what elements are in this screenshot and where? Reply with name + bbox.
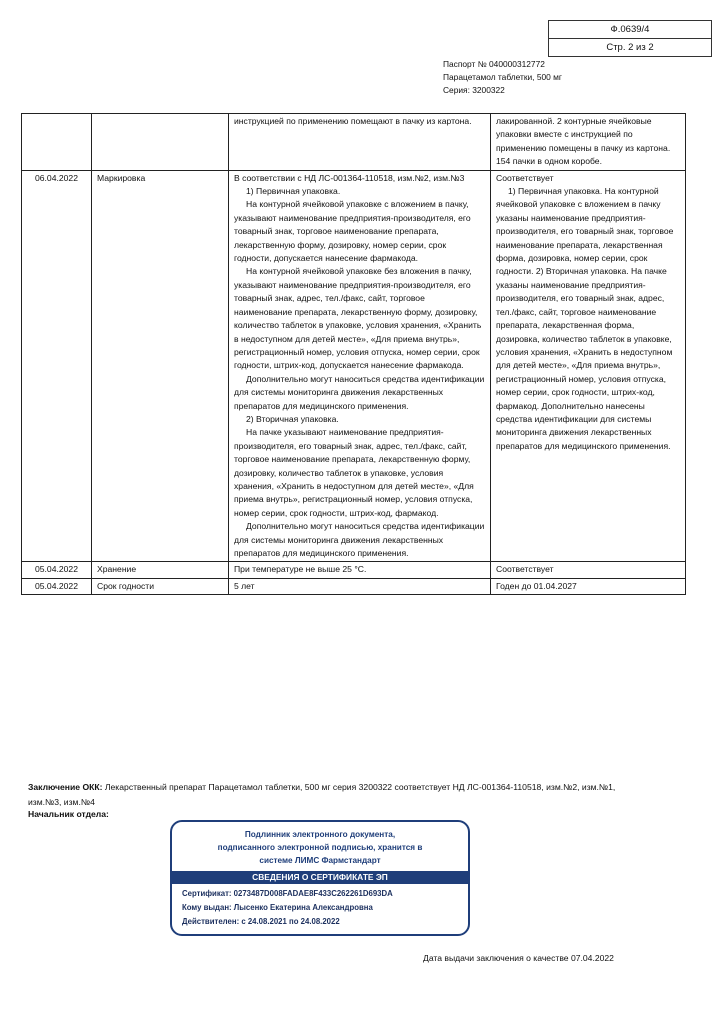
- spec-paragraph: В соответствии с НД ЛС-001364-110518, изм.№2, изм.№3: [234, 172, 465, 183]
- conclusion-label: Заключение ОКК:: [28, 782, 103, 792]
- certificate-number: Сертификат: 0273487D008FADAE8F433C262261D693DA: [182, 889, 393, 898]
- spec-cell: При температуре не выше 25 °С.: [229, 562, 491, 578]
- stamp-line: Подлинник электронного документа,: [244, 830, 396, 839]
- product-name: Парацетамол таблетки, 500 мг: [443, 72, 562, 82]
- electronic-signature-stamp: [170, 820, 470, 936]
- date-cell: [22, 114, 92, 171]
- table-row: [22, 562, 686, 578]
- table-row: [22, 578, 686, 594]
- spec-paragraph: На контурной ячейковой упаковке без вложения в пачку, указывают наименование предприятия-производителя, его товарный знак, адрес, тел./факс, сайт, торговое наименование препарата, лекарственную форму, дозировку, количество таблеток в упаковке, условия хранения, «Хранить в недоступном для детей месте», «Для приема внутрь», регистрационный номер, условия отпуска, номер серии, срок годности, штрих-код, допускается нанесение фармакода.: [234, 266, 482, 371]
- passport-number: Паспорт № 040000312772: [443, 59, 545, 69]
- spec-paragraph: 2) Вторичная упаковка.: [246, 413, 339, 424]
- series-number: Серия: 3200322: [443, 85, 505, 95]
- name-cell: Маркировка: [92, 170, 229, 562]
- certificate-validity: Действителен: с 24.08.2021 по 24.08.2022: [182, 917, 340, 926]
- spec-cell: инструкцией по применению помещают в пачку из картона.: [229, 114, 491, 171]
- conclusion-text: Лекарственный препарат Парацетамол таблетки, 500 мг серия 3200322 соответствует НД ЛС-001364-110518, изм.№2, изм.№1, изм.№3, изм.№4: [28, 782, 616, 807]
- quality-table: [21, 113, 686, 595]
- passport-header: [443, 58, 562, 97]
- spec-paragraph: На пачке указывают наименование предприятия-производителя, его товарный знак, адрес, тел./факс, сайт, торговое наименование препарата, лекарственную форму, дозировку, количество таблеток в упаковке, условия хранения, «Хранить в недоступном для детей месте», «Для приема внутрь», регистрационный номер, условия отпуска, номер серии, срок годности, штрих-код, фармакод.: [234, 427, 474, 518]
- name-cell: [92, 114, 229, 171]
- form-number-box: [548, 20, 712, 57]
- date-cell: 05.04.2022: [22, 578, 92, 594]
- table-row: [22, 170, 686, 562]
- date-cell: 05.04.2022: [22, 562, 92, 578]
- result-cell: Соответствует: [491, 562, 686, 578]
- certificate-header: СВЕДЕНИЯ О СЕРТИФИКАТЕ ЭП: [172, 871, 468, 884]
- spec-paragraph: Дополнительно могут наноситься средства идентификации для системы мониторинга движения лекарственных препаратов для медицинского применения.: [234, 373, 485, 411]
- stamp-line: подписанного электронной подписью, хранится в: [217, 843, 423, 852]
- name-cell: Срок годности: [92, 578, 229, 594]
- result-paragraph: Соответствует: [496, 172, 554, 183]
- table-row: [22, 114, 686, 171]
- result-cell: [491, 170, 686, 562]
- department-head-label: Начальник отдела:: [28, 809, 109, 819]
- issue-date: Дата выдачи заключения о качестве 07.04.2022: [423, 953, 614, 963]
- certificate-owner: Кому выдан: Лысенко Екатерина Александровна: [182, 903, 373, 912]
- qc-conclusion: [28, 780, 628, 809]
- spec-cell: 5 лет: [229, 578, 491, 594]
- spec-cell: [229, 170, 491, 562]
- stamp-line: системе ЛИМС Фармстандарт: [259, 856, 381, 865]
- spec-paragraph: На контурной ячейковой упаковке с вложением в пачку, указывают наименование предприятия-производителя, его товарный знак, торговое наименование препарата, лекарственную форму, дозировку, номер серии, срок годности, допускается нанесение фармакода.: [234, 199, 471, 264]
- date-cell: 06.04.2022: [22, 170, 92, 562]
- result-cell: лакированной. 2 контурные ячейковые упаковки вместе с инструкцией по применению помещены в пачку из картона. 154 пачки в одном коробе.: [491, 114, 686, 171]
- result-cell: Годен до 01.04.2027: [491, 578, 686, 594]
- name-cell: Хранение: [92, 562, 229, 578]
- spec-paragraph: Дополнительно могут наноситься средства идентификации для системы мониторинга движения лекарственных препаратов для медицинского применения.: [234, 521, 485, 558]
- form-code: Ф.0639/4: [610, 24, 650, 35]
- result-paragraph: 1) Первичная упаковка. На контурной ячейковой упаковке с вложением в пачку указаны наименование предприятия-производителя, его товарный знак, торговое наименование препарата, лекарственная форма, дозировка, номер серии, срок годности. 2) Вторичная упаковка. На пачке указаны наименование предприятия-производителя, его товарный знак, адрес, тел./факс, сайт, торговое наименование препарата, лекарственная форма, дозировка, количество таблеток в упаковке, условия хранения, «Хранить в недоступном для детей месте», «Для приема внутрь», регистрационный номер, условия отпуска, номер серии, срок годности, штрих-код, фармакод. Дополнительно нанесены средства идентификации для системы мониторинга движения лекарственных препаратов для медицинского применения.: [496, 186, 674, 451]
- page-number: Стр. 2 из 2: [549, 38, 711, 56]
- spec-paragraph: 1) Первичная упаковка.: [246, 186, 341, 197]
